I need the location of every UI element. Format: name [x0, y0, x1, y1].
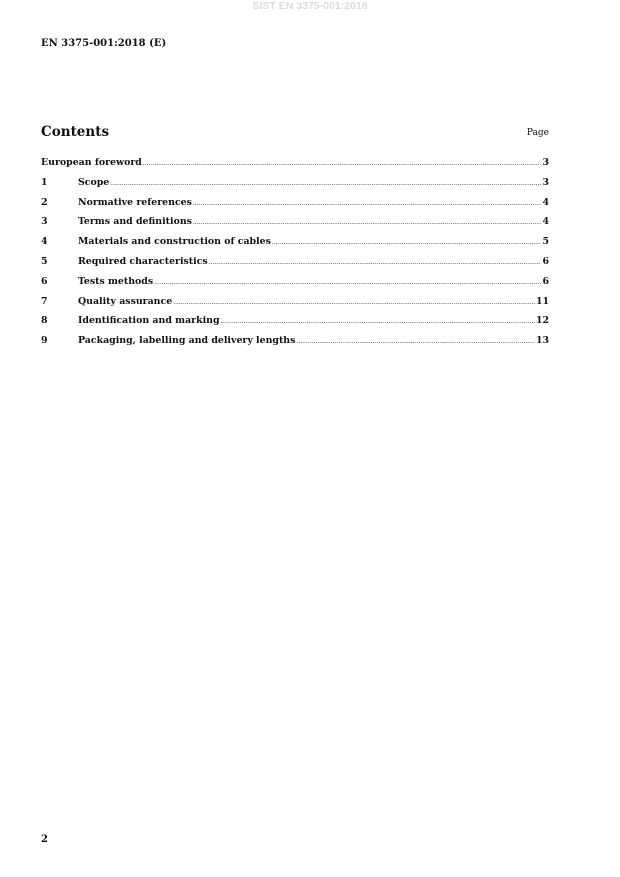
toc-entry-number: 8 [41, 315, 48, 327]
toc-entry-title: Identification and marking [78, 315, 220, 327]
toc-entry-page: 3 [542, 157, 549, 168]
toc-leader-dots [296, 338, 535, 345]
toc-entry-title: Materials and construction of cables [78, 236, 271, 248]
toc-entry-page: 3 [542, 176, 549, 188]
toc-entry-number: 4 [41, 236, 48, 248]
toc-entry-page: 12 [535, 315, 549, 327]
toc-entry-page: 4 [542, 216, 549, 228]
toc-entry-normative-references[interactable] [41, 197, 549, 217]
toc-leader-dots [143, 160, 542, 167]
toc-entry-number: 2 [41, 196, 48, 208]
toc-entry-page: 6 [542, 275, 549, 287]
toc-leader-dots [173, 299, 535, 306]
toc-entry-identification-and-marking[interactable] [41, 315, 549, 335]
toc-leader-dots [193, 200, 542, 207]
page-number: 2 [41, 834, 48, 845]
toc-entry-title: Terms and definitions [78, 216, 192, 228]
toc-entry-page: 5 [542, 236, 549, 248]
toc-leader-dots [272, 239, 542, 246]
page-column-label: Page [526, 128, 549, 138]
table-of-contents [41, 157, 549, 355]
toc-entry-number: 6 [41, 275, 48, 287]
toc-entry-title: Normative references [78, 196, 192, 208]
document-id: EN 3375-001:2018 (E) [41, 38, 167, 49]
toc-entry-title: Tests methods [78, 275, 154, 287]
toc-entry-title: Quality assurance [78, 295, 173, 307]
toc-entry-number: 9 [41, 335, 48, 347]
toc-entry-foreword[interactable] [41, 157, 549, 177]
toc-entry-required-characteristics[interactable] [41, 256, 549, 276]
toc-entry-materials-and-construction[interactable] [41, 236, 549, 256]
toc-entry-title: Packaging, labelling and delivery lengths [78, 335, 296, 347]
toc-entry-scope[interactable] [41, 177, 549, 197]
toc-entry-title: Scope [78, 176, 110, 188]
toc-leader-dots [209, 259, 542, 266]
toc-entry-packaging-labelling-delivery[interactable] [41, 335, 549, 355]
toc-leader-dots [193, 219, 542, 226]
toc-leader-dots [221, 318, 535, 325]
toc-entry-terms-and-definitions[interactable] [41, 216, 549, 236]
toc-entry-quality-assurance[interactable] [41, 296, 549, 316]
toc-entry-title: European foreword [41, 157, 142, 168]
toc-entry-number: 5 [41, 255, 48, 267]
watermark: SIST EN 3375-001:2018 [252, 0, 368, 12]
toc-entry-title: Required characteristics [78, 255, 208, 267]
toc-entry-number: 1 [41, 176, 48, 188]
toc-entry-page: 13 [535, 335, 549, 347]
toc-entry-page: 4 [542, 196, 549, 208]
contents-heading: Contents [41, 124, 110, 140]
toc-leader-dots [154, 279, 541, 286]
toc-leader-dots [110, 180, 541, 187]
toc-entry-page: 6 [542, 255, 549, 267]
toc-entry-number: 3 [41, 216, 48, 228]
toc-entry-number: 7 [41, 295, 48, 307]
toc-entry-page: 11 [535, 295, 549, 307]
toc-entry-tests-methods[interactable] [41, 276, 549, 296]
